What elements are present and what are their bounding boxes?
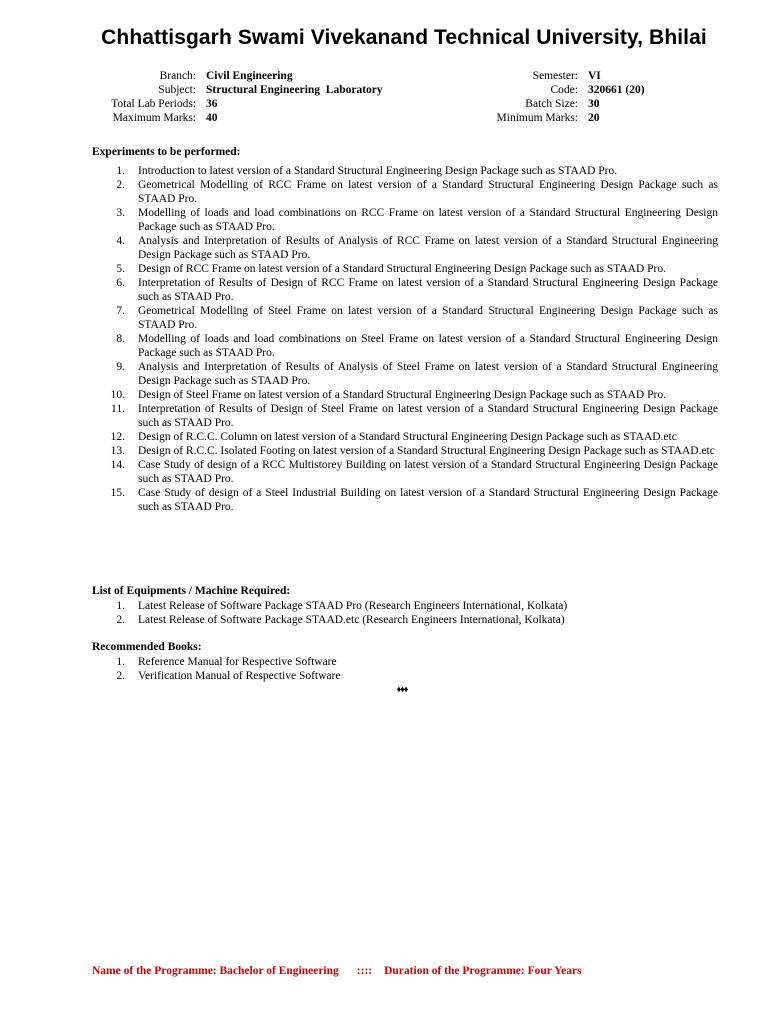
item-text: Modelling of loads and load combinations on Steel Frame on latest version of a Standard Structural Engineering Design Package such as STAAD Pro. [138,333,718,359]
item-text: Geometrical Modelling of Steel Frame on latest version of a Standard Structural Engineering Design Package such as STAAD Pro. [138,305,718,331]
item-text: Verification Manual of Respective Software [138,670,341,682]
item-text: Case Study of design of a RCC Multistorey Building on latest version of a Standard Structural Engineering Design Package such as STAAD Pro. [138,459,718,485]
minimum-marks-value: 20 [588,112,600,124]
list-item [92,276,718,304]
item-number: 15. [110,487,125,499]
item-text: Case Study of design of a Steel Industrial Building on latest version of a Standard Structural Engineering Design Package such as STAAD Pro. [138,487,718,513]
maximum-marks-row [92,111,383,125]
item-text: Latest Release of Software Package STAAD Pro (Research Engineers International, Kolkata) [138,600,568,612]
item-number: 2. [116,670,125,682]
subject-row [92,83,383,97]
code-label: Code: [550,84,578,96]
item-text: Analysis and Interpretation of Results of Analysis of Steel Frame on latest version of a Standard Structural Engineering Design Package such as STAAD Pro. [138,361,718,387]
item-text: Modelling of loads and load combinations on RCC Frame on latest version of a Standard Structural Engineering Design Package such as STAAD Pro. [138,207,718,233]
footer [92,965,732,977]
item-number: 11. [111,403,125,415]
list-item [92,234,718,262]
list-item [92,599,718,613]
list-item [92,262,718,276]
item-number: 14. [110,459,125,471]
item-text: Design of RCC Frame on latest version of a Standard Structural Engineering Design Package such as STAAD Pro. [138,263,666,275]
list-item [92,655,718,669]
books-list [92,655,718,683]
item-text: Reference Manual for Respective Software [138,656,337,668]
subject-label: Subject: [158,84,196,96]
item-number: 1. [116,165,125,177]
list-item [92,164,718,178]
list-item [92,360,718,388]
list-item [92,304,718,332]
branch-value: Civil Engineering [206,70,293,82]
branch-label: Branch: [159,70,196,82]
item-number: 13. [110,445,125,457]
code-value: 320661 (20) [588,84,645,96]
experiments-heading: Experiments to be performed: [92,146,241,158]
books-section [92,640,718,683]
semester-row [470,69,645,83]
list-item [92,430,718,444]
item-text: Analysis and Interpretation of Results of Analysis of RCC Frame on latest version of a Standard Structural Engineering Design Package such as STAAD Pro. [138,235,718,261]
maximum-marks-label: Maximum Marks: [112,112,196,124]
item-text: Latest Release of Software Package STAAD.etc (Research Engineers International, Kolkata) [138,614,565,626]
experiments-list [92,164,718,514]
item-number: 2. [116,614,125,626]
item-text: Introduction to latest version of a Standard Structural Engineering Design Package such as STAAD Pro. [138,165,618,177]
equipment-section [92,584,718,627]
batch-size-row [470,97,645,111]
minimum-marks-label: Minimum Marks: [496,112,578,124]
semester-label: Semester: [532,70,578,82]
list-item [92,458,718,486]
list-item [92,178,718,206]
item-number: 7. [116,305,125,317]
code-row [470,83,645,97]
item-number: 5. [116,263,125,275]
list-item [92,402,718,430]
item-text: Interpretation of Results of Design of RCC Frame on latest version of a Standard Structural Engineering Design Package such as STAAD Pro. [138,277,718,303]
item-text: Design of R.C.C. Isolated Footing on latest version of a Standard Structural Engineering Design Package such as STAAD.etc [138,445,715,457]
total-lab-periods-value: 36 [206,98,218,110]
item-number: 1. [116,600,125,612]
programme-duration: Duration of the Programme: Four Years [384,965,582,977]
item-number: 10. [110,389,125,401]
item-text: Design of Steel Frame on latest version of a Standard Structural Engineering Design Package such as STAAD Pro. [138,389,666,401]
item-number: 9. [116,361,125,373]
list-item [92,613,718,627]
subject-value: Structural Engineering Laboratory [206,84,383,96]
item-text: Interpretation of Results of Design of Steel Frame on latest version of a Standard Structural Engineering Design Package such as STAAD Pro. [138,403,718,429]
list-item [92,206,718,234]
item-text: Design of R.C.C. Column on latest version of a Standard Structural Engineering Design Package such as STAAD.etc [138,431,677,443]
total-lab-periods-label: Total Lab Periods: [111,98,196,110]
item-number: 12. [110,431,125,443]
equipment-list [92,599,718,627]
item-number: 4. [116,235,125,247]
list-item [92,332,718,360]
total-lab-periods-row [92,97,383,111]
experiments-section [92,145,718,514]
list-item [92,444,718,458]
footer-separator: :::: [356,965,373,977]
section-divider: ♦♦♦ [396,684,408,694]
branch-row [92,69,383,83]
list-item [92,388,718,402]
equipment-heading: List of Equipments / Machine Required: [92,585,291,597]
item-number: 1. [116,656,125,668]
item-text: Geometrical Modelling of RCC Frame on latest version of a Standard Structural Engineering Design Package such as STAAD Pro. [138,179,718,205]
item-number: 3. [116,207,125,219]
item-number: 6. [116,277,125,289]
course-info-left [92,69,383,125]
item-number: 8. [116,333,125,345]
minimum-marks-row [470,111,645,125]
maximum-marks-value: 40 [206,112,218,124]
page-title: Chhattisgarh Swami Vivekanand Technical University, Bhilai [101,26,707,49]
course-info-right [470,69,645,125]
books-heading: Recommended Books: [92,641,202,653]
programme-name: Name of the Programme: Bachelor of Engineering [92,965,339,977]
semester-value: VI [588,70,601,82]
batch-size-label: Batch Size: [525,98,578,110]
list-item [92,669,718,683]
item-number: 2. [116,179,125,191]
batch-size-value: 30 [588,98,600,110]
list-item [92,486,718,514]
